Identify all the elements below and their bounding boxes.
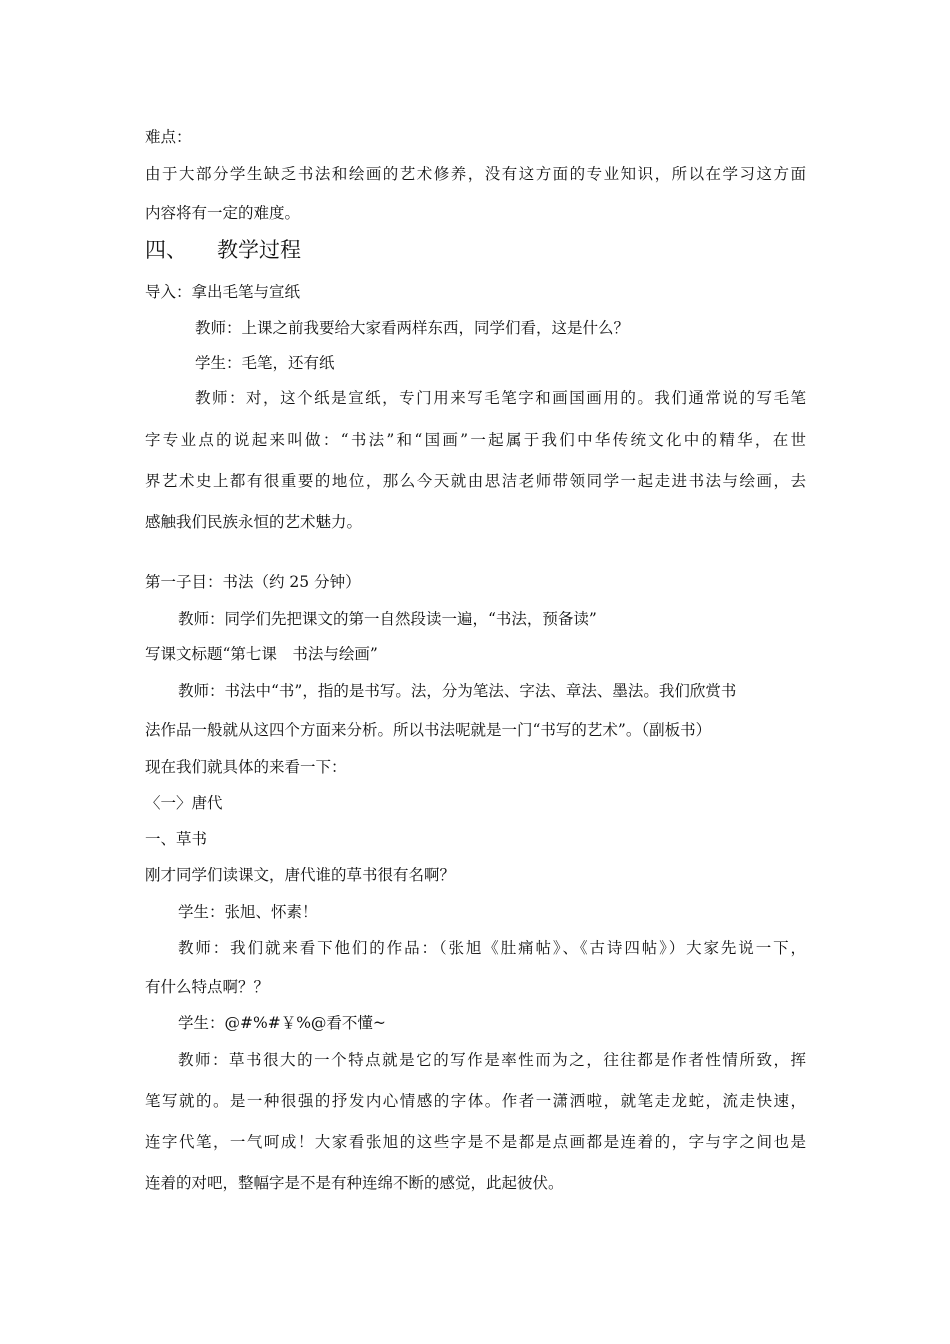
instruction-line: 写课文标题“第七课 书法与绘画” xyxy=(145,645,378,663)
section-number: 四、 xyxy=(145,238,187,262)
difficulty-heading: 难点： xyxy=(145,128,192,146)
text-line: 现在我们就具体的来看一下： xyxy=(145,758,347,776)
dialog-line: 教师：书法中“书”，指的是书写。法，分为笔法、字法、章法、墨法。我们欣赏书 xyxy=(178,682,737,700)
dialog-line: 连字代笔，一气呵成！大家看张旭的这些字是不是都是点画都是连着的，字与字之间也是 xyxy=(145,1133,806,1151)
dialog-line: 教师：上课之前我要给大家看两样东西，同学们看，这是什么？ xyxy=(195,319,630,337)
text-line: 刚才同学们读课文，唐代谁的草书很有名啊？ xyxy=(145,866,456,884)
difficulty-text-line: 由于大部分学生缺乏书法和绘画的艺术修养，没有这方面的专业知识，所以在学习这方面 xyxy=(145,165,806,183)
dialog-line: 字专业点的说起来叫做：“书法”和“国画”一起属于我们中华传统文化中的精华，在世 xyxy=(145,431,806,449)
dialog-line: 学生：毛笔，还有纸 xyxy=(195,354,335,372)
dialog-line: 学生：张旭、怀素！ xyxy=(178,903,318,921)
dialog-line: 教师：对，这个纸是宣纸，专门用来写毛笔字和画国画用的。我们通常说的写毛笔 xyxy=(195,389,806,407)
dialog-line: 界艺术史上都有很重要的地位，那么今天就由思洁老师带领同学一起走进书法与绘画，去 xyxy=(145,472,806,490)
dialog-line: 有什么特点啊？？ xyxy=(145,978,270,996)
section-label: 〈一〉唐代 xyxy=(145,794,223,812)
section-heading xyxy=(145,237,301,263)
dialog-line: 教师：同学们先把课文的第一自然段读一遍，“书法，预备读” xyxy=(178,610,597,628)
dialog-line: 连着的对吧，整幅字是不是有种连绵不断的感觉，此起彼伏。 xyxy=(145,1174,564,1192)
subtopic-heading: 第一子目：书法（约 25 分钟） xyxy=(145,573,361,591)
dialog-line: 法作品一般就从这四个方面来分析。所以书法呢就是一门“书写的艺术”。（副板书） xyxy=(145,721,712,739)
difficulty-text-line: 内容将有一定的难度。 xyxy=(145,204,301,222)
section-title: 教学过程 xyxy=(217,238,301,262)
dialog-line: 教师：草书很大的一个特点就是它的写作是率性而为之，往往都是作者性情所致，挥 xyxy=(178,1051,806,1069)
dialog-line: 教师：我们就来看下他们的作品：（张旭《肚痛帖》、《古诗四帖》）大家先说一下， xyxy=(178,939,806,957)
dialog-line: 感触我们民族永恒的艺术魅力。 xyxy=(145,513,363,531)
dialog-line: 学生：@#%#￥%@看不懂~ xyxy=(178,1014,386,1032)
section-label: 一、草书 xyxy=(145,830,208,848)
dialog-line: 笔写就的。是一种很强的抒发内心情感的字体。作者一潇洒啦，就笔走龙蛇，流走快速， xyxy=(145,1092,806,1110)
intro-label: 导入：拿出毛笔与宣纸 xyxy=(145,283,301,301)
